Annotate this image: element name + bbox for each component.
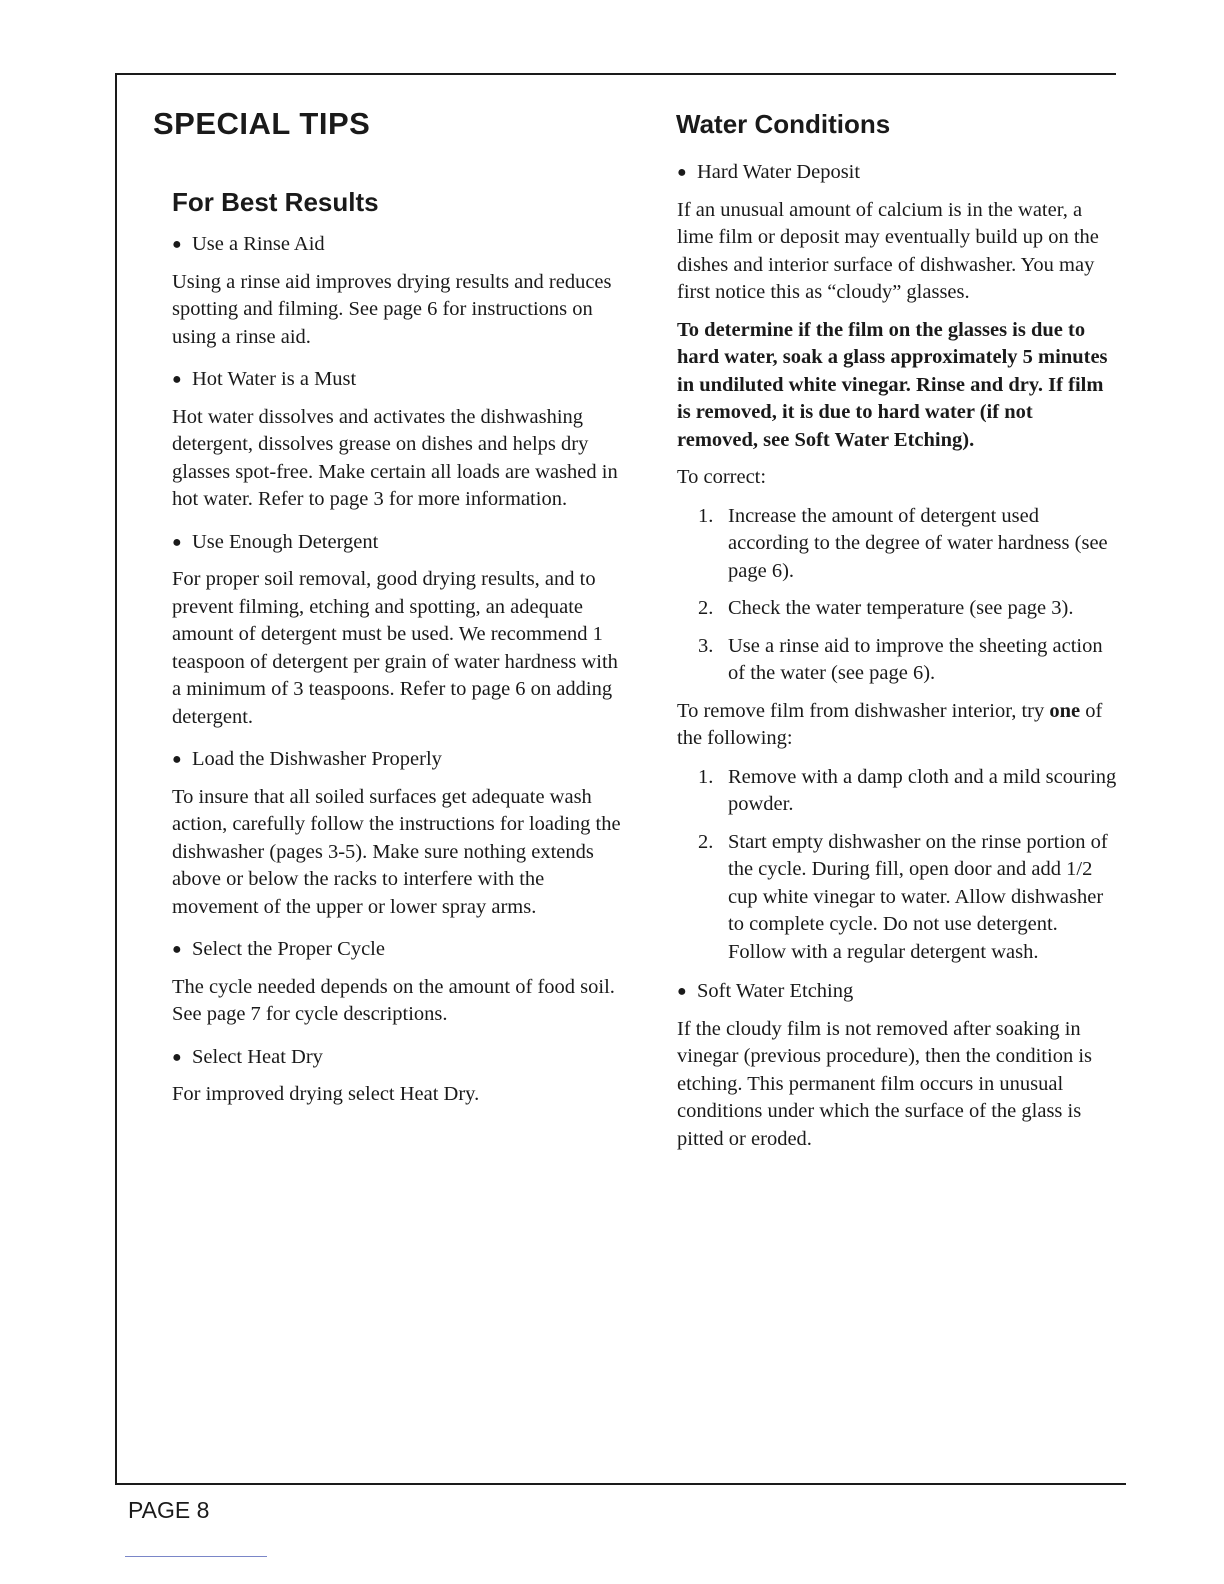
bullet-icon: ● [172,751,182,768]
bullet-icon: ● [677,164,687,181]
tip-title: Hot Water is a Must [192,368,357,390]
bullet-icon: ● [172,236,182,253]
tip-item [172,746,622,774]
step-number: 3. [698,634,714,657]
tip-title: Use a Rinse Aid [192,233,325,255]
hard-water-item [677,159,1117,187]
bottom-rule [115,1483,1126,1485]
tip-text: To insure that all soiled surfaces get adequate wash action, carefully follow the instructions for loading the dishwasher (pages 3-5). Make sure nothing extends above or below the racks to interfere with the movement of the upper or lower spray arms. [172,785,621,918]
remove-intro-bold: one [1049,699,1081,722]
correct-step [698,503,1117,586]
step-text: Increase the amount of detergent used according to the degree of water hardness (see page 6). [728,504,1108,582]
tip-text: Using a rinse aid improves drying results and reduces spotting and filming. See page 6 for instructions on using a rinse aid. [172,270,612,348]
footer-line [125,1556,267,1557]
page-number: PAGE 8 [128,1497,210,1523]
tip-item [172,529,622,557]
remove-step [698,764,1117,819]
soft-water-item [677,978,1117,1006]
bullet-icon: ● [172,1048,182,1066]
bullet-icon: ● [172,941,182,958]
tip-text: For improved drying select Heat Dry. [172,1083,480,1105]
step-text: Start empty dishwasher on the rinse portion of the cycle. During fill, open door and add 1/2 cup white vinegar to water. Allow dishwasher to complete cycle. Do not use detergent. Follow with a regular detergent wash. [728,830,1108,963]
correct-step [698,633,1117,688]
bullet-icon: ● [677,983,687,1000]
to-correct-label: To correct: [677,466,767,488]
tip-title: Load the Dishwasher Properly [192,748,442,770]
tip-text: For proper soil removal, good drying results, and to prevent filming, etching and spotting, an adequate amount of detergent must be used. We recommend 1 teaspoon of detergent per grain of water hardness with a minimum of 3 teaspoons. Refer to page 6 on adding detergent. [172,568,618,728]
tip-item [172,366,622,394]
bullet-icon: ● [172,371,182,388]
page-title: SPECIAL TIPS [153,106,371,141]
top-rule [115,73,1116,75]
step-number: 2. [698,830,714,853]
hard-water-test: To determine if the film on the glasses is due to hard water, soak a glass approximately 5 minutes in undiluted white vinegar. Rinse and dry. If film is removed, it is due to hard water (if not removed, see Soft Water Etching). [677,318,1108,451]
water-conditions-heading: Water Conditions [676,109,891,139]
correct-step [698,595,1117,623]
hard-water-title: Hard Water Deposit [697,161,861,183]
tip-title: Use Enough Detergent [192,530,379,553]
left-rule [115,73,117,1485]
remove-intro-a: To remove film from dishwasher interior, try [677,699,1045,722]
step-number: 2. [698,597,714,619]
tip-item [172,1044,622,1072]
best-results-section [172,231,622,1109]
soft-water-title: Soft Water Etching [697,980,854,1002]
hard-water-text: If an unusual amount of calcium is in the water, a lime film or deposit may eventually build up on the dishes and interior surface of dishwasher. You may first notice this as “cloudy” glasses. [677,198,1099,303]
step-text: Remove with a damp cloth and a mild scouring powder. [728,765,1117,815]
remove-film-intro [677,698,1117,753]
water-conditions-section [677,159,1117,1153]
tip-title: Select the Proper Cycle [192,938,385,960]
remove-step [698,829,1117,967]
bullet-icon: ● [172,533,182,551]
step-text: Check the water temperature (see page 3). [728,597,1074,619]
tip-title: Select Heat Dry [192,1045,323,1068]
tip-item [172,936,622,964]
tip-text: The cycle needed depends on the amount of food soil. See page 7 for cycle descriptions. [172,975,615,1025]
step-number: 1. [698,765,714,788]
step-text: Use a rinse aid to improve the sheeting action of the water (see page 6). [728,634,1103,684]
tip-text: Hot water dissolves and activates the dishwashing detergent, dissolves grease on dishes and helps dry glasses spot-free. Make certain all loads are washed in hot water. Refer to page 3 for more information. [172,405,618,510]
remove-intro-b: of the following: [677,699,1103,749]
step-number: 1. [698,504,714,527]
tip-item [172,231,622,259]
soft-water-text: If the cloudy film is not removed after soaking in vinegar (previous procedure), then the condition is etching. This permanent film occurs in unusual conditions under which the surface of the glass is pitted or eroded. [677,1017,1092,1150]
best-results-heading: For Best Results [172,187,379,217]
